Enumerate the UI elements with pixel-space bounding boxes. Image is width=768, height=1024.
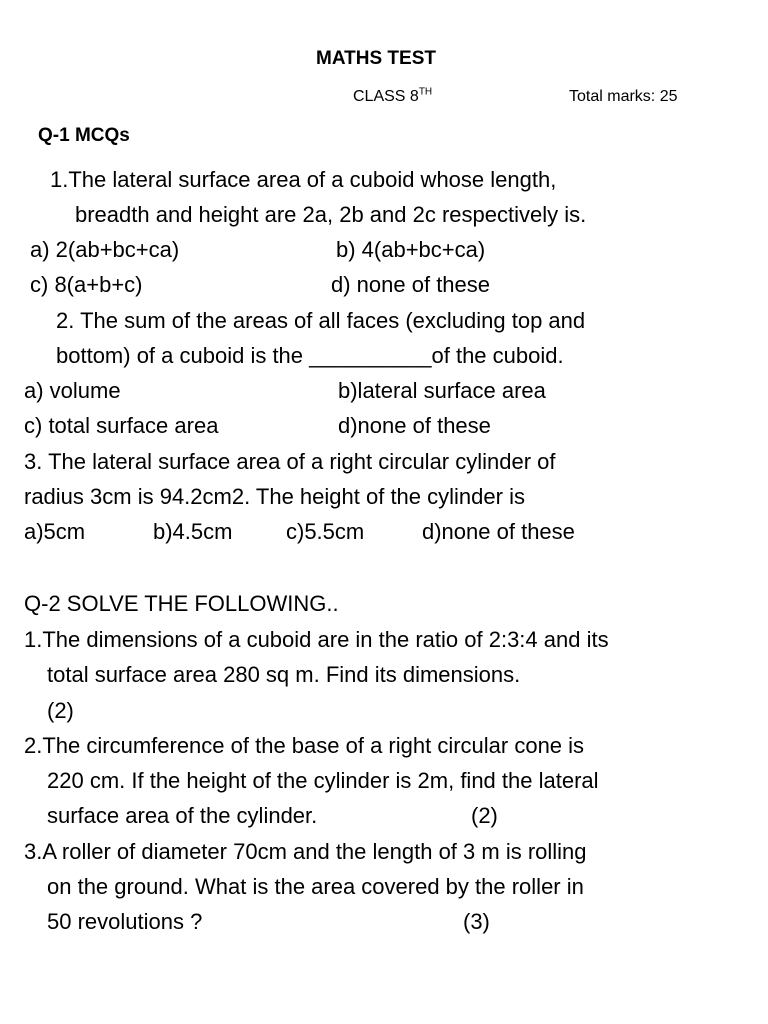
q1-item2-line2: bottom) of a cuboid is the __________of the cuboid. xyxy=(56,343,564,368)
q1-item1-option-b: b) 4(ab+bc+ca) xyxy=(336,237,486,262)
class-label-text: CLASS 8 xyxy=(353,88,419,105)
q2-item1-marks: (2) xyxy=(47,698,74,723)
q1-item2-line1: 2. The sum of the areas of all faces (excluding top and xyxy=(56,308,586,333)
q1-item1-option-d: d) none of these xyxy=(331,272,491,297)
q1-item3-line1: 3. The lateral surface area of a right circular cylinder of xyxy=(24,449,556,474)
q2-item1-line2: total surface area 280 sq m. Find its dimensions. xyxy=(47,662,521,687)
q2-item2-line1: 2.The circumference of the base of a right circular cone is xyxy=(24,733,585,758)
q1-item2-option-a: a) volume xyxy=(24,378,121,403)
page-title: MATHS TEST xyxy=(316,48,436,69)
q1-item3-line2: radius 3cm is 94.2cm2. The height of the cylinder is xyxy=(24,484,525,509)
q2-item2-line2: 220 cm. If the height of the cylinder is 2m, find the lateral xyxy=(47,768,599,793)
q1-item1-line2: breadth and height are 2a, 2b and 2c respectively is. xyxy=(75,202,587,227)
class-superscript: TH xyxy=(418,86,433,98)
q1-item1-option-a: a) 2(ab+bc+ca) xyxy=(30,237,180,262)
q1-item3-option-b: b)4.5cm xyxy=(153,519,233,544)
q1-item1-option-c: c) 8(a+b+c) xyxy=(30,272,143,297)
q2-item3-marks: (3) xyxy=(463,909,490,934)
q2-heading: Q-2 SOLVE THE FOLLOWING.. xyxy=(24,591,339,616)
total-marks: Total marks: 25 xyxy=(569,88,678,105)
q2-item1-line1: 1.The dimensions of a cuboid are in the ratio of 2:3:4 and its xyxy=(24,627,609,652)
q2-item3-line1: 3.A roller of diameter 70cm and the length of 3 m is rolling xyxy=(24,839,587,864)
q1-heading: Q-1 MCQs xyxy=(38,125,130,146)
q1-item2-option-d: d)none of these xyxy=(338,413,491,438)
q2-item3-line2: on the ground. What is the area covered by the roller in xyxy=(47,874,584,899)
q1-item2-option-c: c) total surface area xyxy=(24,413,219,438)
q1-item2-option-b: b)lateral surface area xyxy=(338,378,546,403)
q1-item1-line1: 1.The lateral surface area of a cuboid whose length, xyxy=(50,167,557,192)
q1-item3-option-a: a)5cm xyxy=(24,519,86,544)
q1-item3-option-d: d)none of these xyxy=(422,519,575,544)
q2-item2-line3: surface area of the cylinder. xyxy=(47,803,318,828)
q2-item2-marks: (2) xyxy=(471,803,498,828)
q1-item3-option-c: c)5.5cm xyxy=(286,519,365,544)
class-label xyxy=(353,88,432,106)
q2-item3-line3: 50 revolutions ? xyxy=(47,909,203,934)
